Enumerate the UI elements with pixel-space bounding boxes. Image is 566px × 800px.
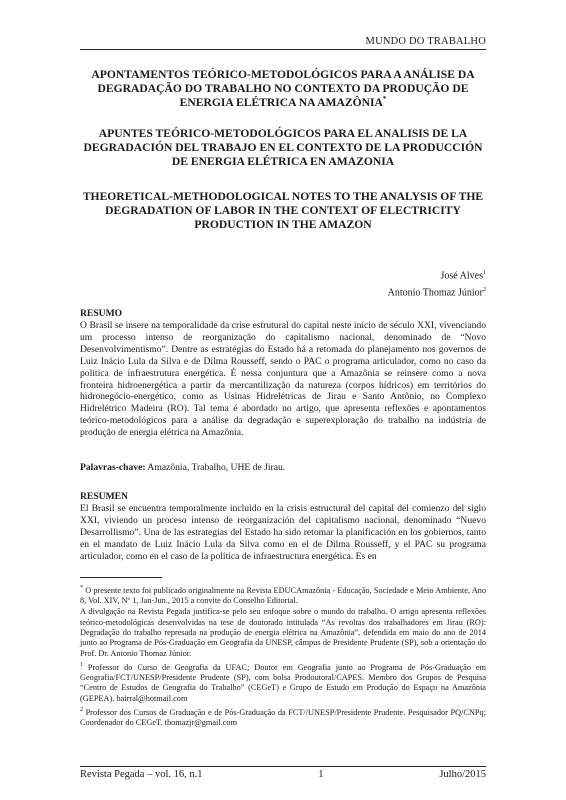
header-divider: [80, 49, 486, 50]
title-english: THEORETICAL-METHODOLOGICAL NOTES TO THE ANALYSIS OF THE DEGRADATION OF LABOR IN THE CONTEXT OF ELECTRICITY PRODUCTION IN THE AMAZON: [82, 190, 484, 232]
section-header: MUNDO DO TRABALHO: [365, 36, 486, 47]
author-note-marker[interactable]: 2: [483, 287, 486, 294]
footnote-text: Professor dos Cursos de Graduação e de Pós-Graduação da FCT//UNESP/Presidente Prudente. Pesquisador PQ/CNPq; Coordenador do CEGeT. thomazjr@gmail.com: [80, 707, 487, 727]
author-list: [388, 266, 486, 301]
title-pt-text: APONTAMENTOS TEÓRICO-METODOLÓGICOS PARA A ANÁLISE DA DEGRADAÇÃO DO TRABALHO NO CONTEXTO DA PRODUÇÃO DE ENERGIA ELÉTRICA NA AMAZÔNIA: [91, 68, 475, 110]
author-2: [388, 283, 486, 300]
footnote-text: Professor do Curso de Geografia da UFAC; Doutor em Geografia junto ao Programa de Pós-Graduação em Geografia/FCT/UNESP/Presidente Prudente (SP), com bolsa Prodoutoral/CAPES. Membro dos Grupos de Pesquisa “Centro de Estudos de Geografia do Trabalho” (CEGeT) e Grupo de Estudo em Produção do Espaço na Amazônia (GEPEA). bairral@hotmail.com: [80, 662, 487, 703]
footnote-text: O presente texto foi publicado originalmente na Revista EDUCAmazônia - Educação, Sociedade e Meio Ambiente, Ano 8, Vol. XIV, Nº 1, Jan-Jun., 2015 a convite do Conselho Editorial.: [80, 585, 486, 606]
title-footnote-marker[interactable]: *: [382, 95, 387, 104]
keywords-label: Palavras-chave:: [80, 462, 146, 473]
author-name: Antonio Thomaz Júnior: [387, 287, 483, 299]
footnote-item: [80, 607, 486, 658]
footnote-item: [80, 660, 486, 704]
resumo-text: O Brasil se insere na temporalidade da crise estrutural do capital neste início de século XXI, vivenciando um processo intenso de reorganização do capitalismo nacional, denominado de “Novo Desenvolvimentismo”. Dentre as estratégias do Estado há a retomada do planejamento nos governos de Luiz Inácio Lula da Silva e de Dilma Rousseff, sendo o PAC o programa articulador, como no caso da política de infraestrutura energética. É nessa conjuntura que a Amazônia se reinsere como a nova fronteira hidroenergética a partir da mercantilização da natureza (corpos hídricos) em territórios do hidronegócio-energético, como as Usinas Hidrelétricas de Jirau e Santo Antônio, no Complexo Hidrelétrico Madeira (RO). Tal tema é abordado no artigo, que apresenta reflexões e apontamentos teórico-metodológicos para a análise da degradação e superexploração do trabalho na indústria de produção de energia elétrica na Amazônia.: [80, 320, 486, 439]
footnote-marker: *: [80, 585, 83, 591]
footnote-item: [80, 583, 486, 606]
footnote-marker: 2: [80, 706, 83, 713]
resumen-heading: RESUMEN: [80, 491, 128, 502]
author-1: [388, 266, 486, 283]
resumen-text: El Brasil se encuentra temporalmente incluido en la crisis estructural del capital del comienzo del siglo XXI, viviendo un proceso intenso de reorganización del capitalismo nacional, denominado “Nuevo Desarrollismo”. Una de las estrategias del Estado ha sido retomar la planificación en los gobiernos, tanto en el mandato de Luiz Inácio Lula da Silva como en el de Dilma Rousseff, y el PAC su programa articulador, como en el caso de la política de infraestructura energética. Es en: [80, 503, 486, 562]
footer-page-number: 1: [318, 769, 324, 780]
resumo-heading: RESUMO: [80, 308, 123, 319]
footnote-marker: 1: [80, 661, 83, 668]
footer-journal: Revista Pegada – vol. 16, n.1: [80, 769, 203, 780]
footer-divider: [80, 766, 486, 767]
keywords-text: Amazônia, Trabalho, UHE de Jirau.: [147, 462, 286, 473]
page-footer: [80, 769, 486, 780]
footnotes: [80, 583, 486, 729]
footnote-item: [80, 705, 486, 728]
title-portuguese: [82, 68, 484, 111]
footnote-text: A divulgação na Revista Pegada justifica-se pelo seu enfoque sobre o mundo do trabalho. O artigo apresenta reflexões teórico-metodológicas desenvolvidas na tese de doutorado intitulada “As revoltas dos trabalhadores em Jirau (RO): Degradação do trabalho represada na produção de energia elétrica na Amazônia”, defendida em maio do ano de 2014 junto ao Programa de Pós-Graduação em Geografia da UNESP, câmpus de Presidente Prudente (SP), sob a orientação do Prof. Dr. Antonio Thomaz Júnior.: [80, 607, 486, 658]
author-name: José Alves: [440, 270, 483, 282]
keywords: [80, 462, 486, 473]
author-note-marker[interactable]: 1: [483, 270, 486, 276]
footnote-divider: [80, 577, 162, 578]
title-spanish: APUNTES TEÓRICO-METODOLÓGICOS PARA EL ANALISIS DE LA DEGRADACIÓN DEL TRABAJO EN EL CONTEXTO DE LA PRODUCCIÓN DE ENERGIA ELÉTRICA EN AMAZONIA: [83, 127, 483, 169]
footer-date: Julho/2015: [439, 769, 486, 780]
